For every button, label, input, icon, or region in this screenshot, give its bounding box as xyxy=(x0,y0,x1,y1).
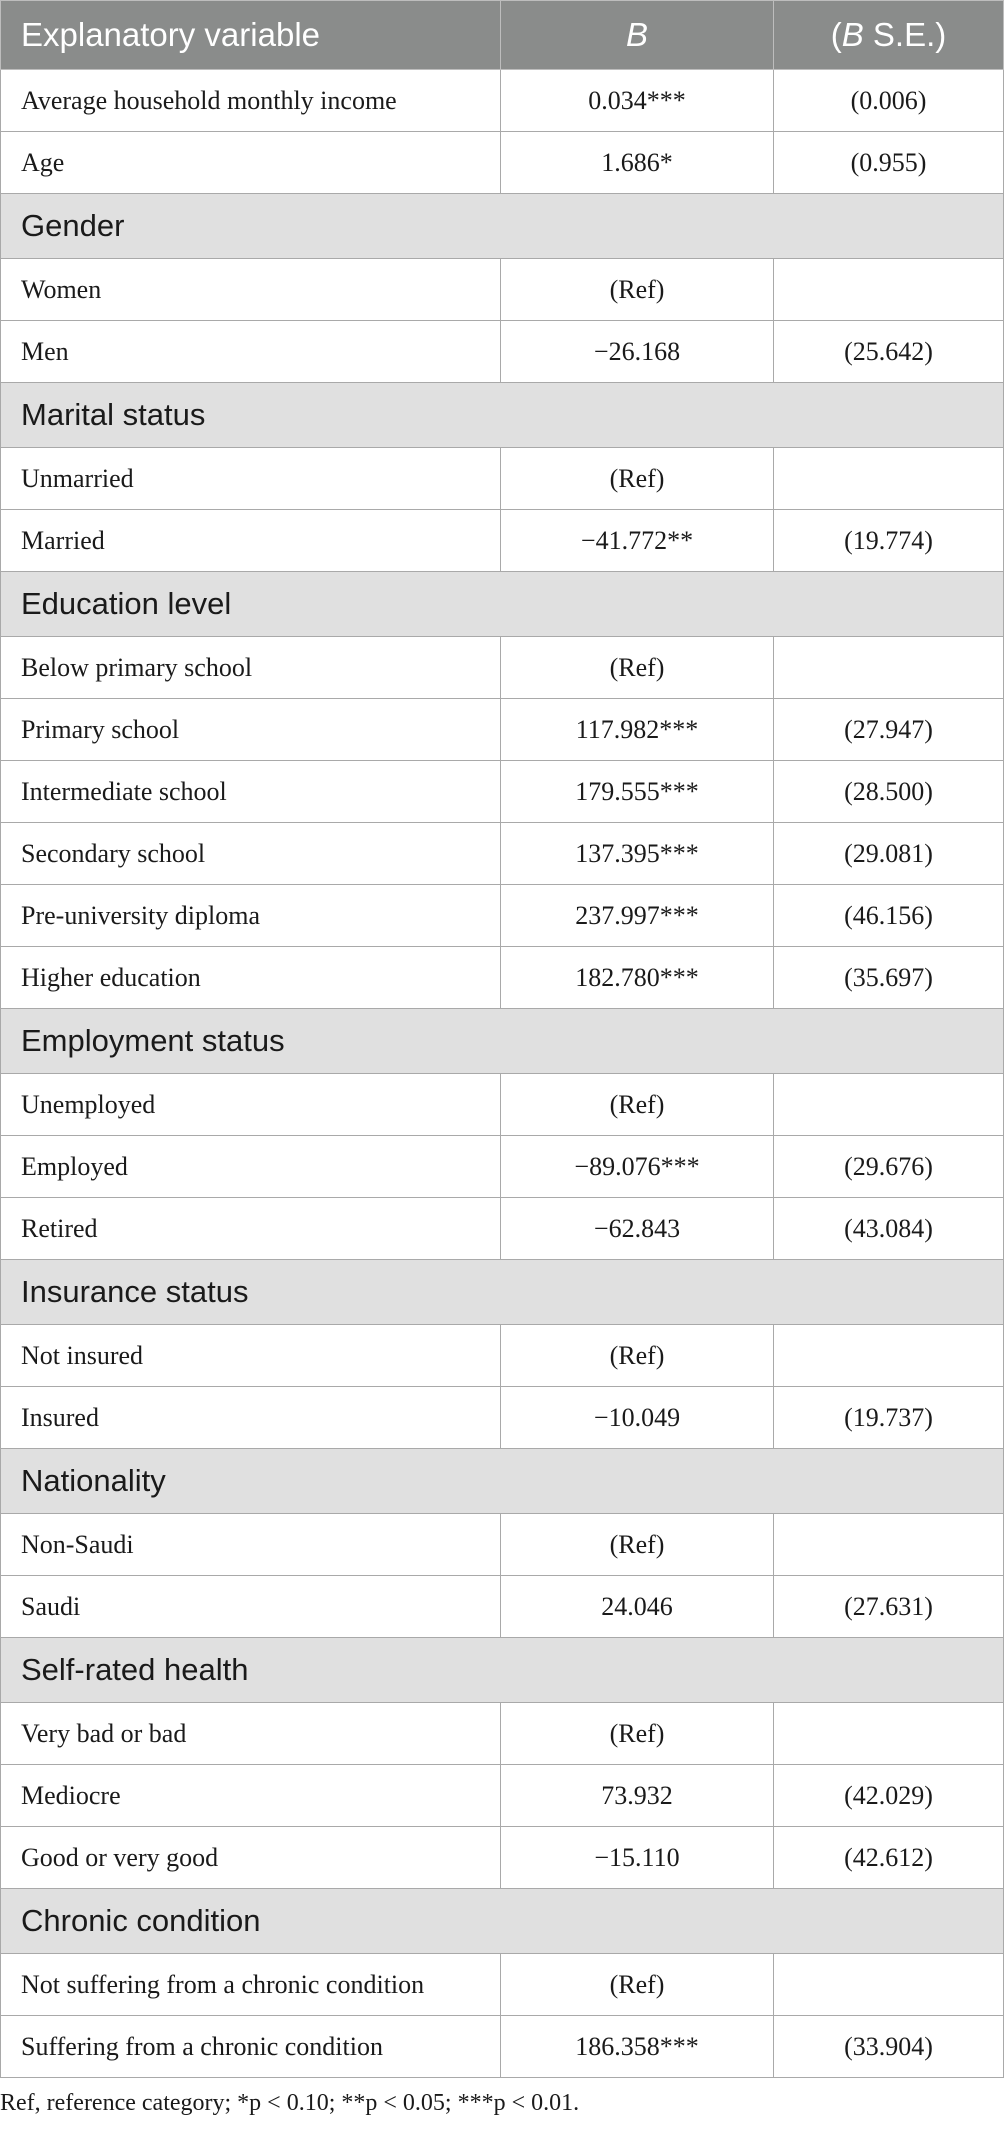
group-label: Self-rated health xyxy=(1,1638,1004,1703)
coefficient-cell: 182.780*** xyxy=(501,947,774,1009)
coefficient-cell: 24.046 xyxy=(501,1576,774,1638)
table-row xyxy=(1,1198,1004,1260)
table-row xyxy=(1,947,1004,1009)
standard-error-cell: (28.500) xyxy=(774,761,1004,823)
variable-cell: Suffering from a chronic condition xyxy=(1,2016,501,2078)
group-header-row xyxy=(1,194,1004,259)
variable-cell: Married xyxy=(1,510,501,572)
variable-cell: Intermediate school xyxy=(1,761,501,823)
variable-cell: Unmarried xyxy=(1,448,501,510)
standard-error-cell: (43.084) xyxy=(774,1198,1004,1260)
table-row xyxy=(1,1703,1004,1765)
standard-error-cell: (0.006) xyxy=(774,70,1004,132)
variable-cell: Very bad or bad xyxy=(1,1703,501,1765)
table-row xyxy=(1,885,1004,947)
variable-cell: Primary school xyxy=(1,699,501,761)
table-row xyxy=(1,1765,1004,1827)
standard-error-cell xyxy=(774,1954,1004,2016)
header-se-open: ( xyxy=(830,16,842,53)
coefficient-cell: (Ref) xyxy=(501,1703,774,1765)
coefficient-cell: −10.049 xyxy=(501,1387,774,1449)
variable-cell: Average household monthly income xyxy=(1,70,501,132)
variable-cell: Pre-university diploma xyxy=(1,885,501,947)
group-label: Nationality xyxy=(1,1449,1004,1514)
table-row xyxy=(1,1576,1004,1638)
standard-error-cell xyxy=(774,1703,1004,1765)
table-row xyxy=(1,1827,1004,1889)
coefficient-cell: (Ref) xyxy=(501,259,774,321)
variable-cell: Not suffering from a chronic condition xyxy=(1,1954,501,2016)
coefficient-cell: 1.686* xyxy=(501,132,774,194)
coefficient-cell: (Ref) xyxy=(501,637,774,699)
group-header-row xyxy=(1,572,1004,637)
coefficient-cell: 237.997*** xyxy=(501,885,774,947)
standard-error-cell xyxy=(774,259,1004,321)
group-label: Chronic condition xyxy=(1,1889,1004,1954)
group-header-row xyxy=(1,1638,1004,1703)
coefficient-cell: 117.982*** xyxy=(501,699,774,761)
table-row xyxy=(1,1514,1004,1576)
standard-error-cell xyxy=(774,1074,1004,1136)
standard-error-cell xyxy=(774,637,1004,699)
standard-error-cell: (0.955) xyxy=(774,132,1004,194)
table-row xyxy=(1,321,1004,383)
coefficient-cell: 179.555*** xyxy=(501,761,774,823)
variable-cell: Retired xyxy=(1,1198,501,1260)
coefficient-cell: 73.932 xyxy=(501,1765,774,1827)
coefficient-cell: −26.168 xyxy=(501,321,774,383)
group-label: Employment status xyxy=(1,1009,1004,1074)
table-body xyxy=(1,70,1004,2078)
variable-cell: Age xyxy=(1,132,501,194)
group-header-row xyxy=(1,1889,1004,1954)
table-row xyxy=(1,761,1004,823)
variable-cell: Below primary school xyxy=(1,637,501,699)
variable-cell: Higher education xyxy=(1,947,501,1009)
standard-error-cell: (29.676) xyxy=(774,1136,1004,1198)
table-row xyxy=(1,132,1004,194)
coefficient-cell: (Ref) xyxy=(501,1514,774,1576)
coefficient-cell: 0.034*** xyxy=(501,70,774,132)
variable-cell: Unemployed xyxy=(1,1074,501,1136)
header-se-rest: S.E.) xyxy=(863,16,947,53)
group-label: Insurance status xyxy=(1,1260,1004,1325)
coefficient-cell: −41.772** xyxy=(501,510,774,572)
coefficient-cell: (Ref) xyxy=(501,1954,774,2016)
coefficient-cell: 186.358*** xyxy=(501,2016,774,2078)
table-row xyxy=(1,2016,1004,2078)
standard-error-cell: (42.612) xyxy=(774,1827,1004,1889)
standard-error-cell xyxy=(774,1514,1004,1576)
group-header-row xyxy=(1,1009,1004,1074)
standard-error-cell: (35.697) xyxy=(774,947,1004,1009)
group-header-row xyxy=(1,383,1004,448)
coefficient-cell: (Ref) xyxy=(501,448,774,510)
variable-cell: Women xyxy=(1,259,501,321)
table-row xyxy=(1,1136,1004,1198)
variable-cell: Employed xyxy=(1,1136,501,1198)
table-row xyxy=(1,1325,1004,1387)
standard-error-cell: (46.156) xyxy=(774,885,1004,947)
standard-error-cell: (19.774) xyxy=(774,510,1004,572)
variable-cell: Non-Saudi xyxy=(1,1514,501,1576)
table-row xyxy=(1,259,1004,321)
group-label: Gender xyxy=(1,194,1004,259)
header-explanatory-variable: Explanatory variable xyxy=(1,1,501,70)
coefficient-cell: −62.843 xyxy=(501,1198,774,1260)
coefficient-cell: 137.395*** xyxy=(501,823,774,885)
header-se-b: B xyxy=(841,16,864,53)
standard-error-cell: (25.642) xyxy=(774,321,1004,383)
standard-error-cell xyxy=(774,448,1004,510)
standard-error-cell: (29.081) xyxy=(774,823,1004,885)
standard-error-cell: (19.737) xyxy=(774,1387,1004,1449)
standard-error-cell: (33.904) xyxy=(774,2016,1004,2078)
table-row xyxy=(1,448,1004,510)
table-row xyxy=(1,1954,1004,2016)
table-row xyxy=(1,823,1004,885)
variable-cell: Not insured xyxy=(1,1325,501,1387)
group-label: Education level xyxy=(1,572,1004,637)
table-row xyxy=(1,1387,1004,1449)
standard-error-cell: (42.029) xyxy=(774,1765,1004,1827)
coefficient-cell: (Ref) xyxy=(501,1074,774,1136)
table-header-row xyxy=(1,1,1004,70)
table-row xyxy=(1,1074,1004,1136)
standard-error-cell: (27.631) xyxy=(774,1576,1004,1638)
variable-cell: Insured xyxy=(1,1387,501,1449)
header-b-coefficient: B xyxy=(501,1,774,70)
table-row xyxy=(1,699,1004,761)
variable-cell: Saudi xyxy=(1,1576,501,1638)
standard-error-cell: (27.947) xyxy=(774,699,1004,761)
group-label: Marital status xyxy=(1,383,1004,448)
variable-cell: Mediocre xyxy=(1,1765,501,1827)
table-footnote: Ref, reference category; *p < 0.10; **p < 0.05; ***p < 0.01. xyxy=(0,2090,580,2116)
table-row xyxy=(1,637,1004,699)
coefficient-cell: (Ref) xyxy=(501,1325,774,1387)
standard-error-cell xyxy=(774,1325,1004,1387)
group-header-row xyxy=(1,1260,1004,1325)
variable-cell: Men xyxy=(1,321,501,383)
group-header-row xyxy=(1,1449,1004,1514)
header-b-standard-error xyxy=(774,1,1004,70)
coefficient-cell: −89.076*** xyxy=(501,1136,774,1198)
variable-cell: Secondary school xyxy=(1,823,501,885)
variable-cell: Good or very good xyxy=(1,1827,501,1889)
table-row xyxy=(1,510,1004,572)
table-row xyxy=(1,70,1004,132)
coefficient-cell: −15.110 xyxy=(501,1827,774,1889)
